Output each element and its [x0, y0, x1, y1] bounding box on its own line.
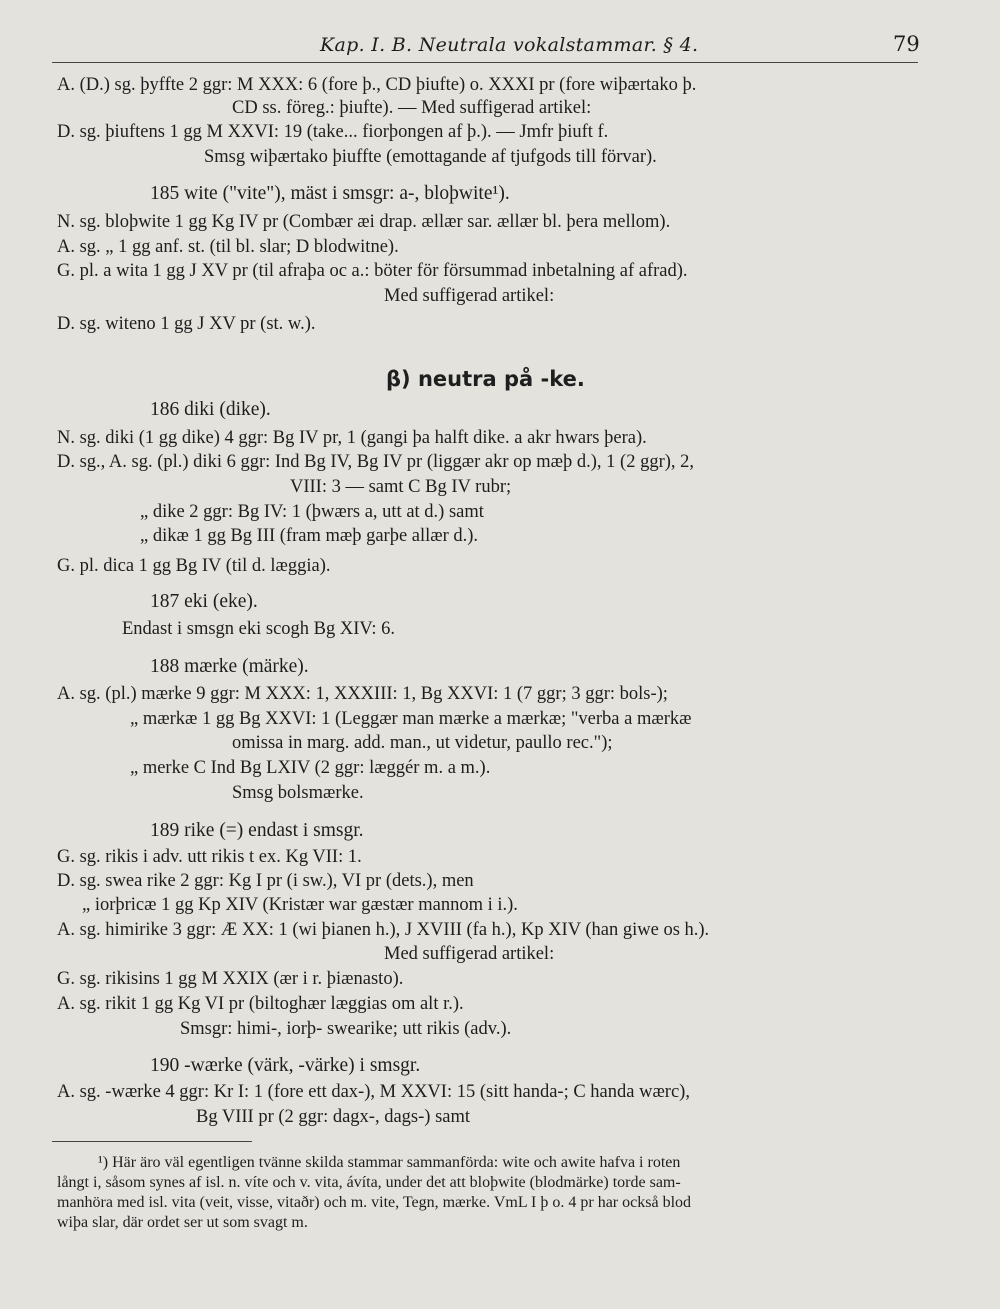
text-line: D. sg., A. sg. (pl.) diki 6 ggr: Ind Bg IV, Bg IV pr (liggær akr op mæþ d.), 1 (2 ggr), 2,	[57, 452, 695, 472]
text-line: omissa in marg. add. man., ut videtur, paullo rec.");	[232, 733, 613, 753]
text-line: G. pl. dica 1 gg Bg IV (til d. læggia).	[57, 556, 331, 576]
footnote-line: manhöra med isl. vita (veit, visse, vitaðr) och m. vite, Tegn, mærke. VmL I þ o. 4 pr har också blod	[57, 1194, 692, 1211]
text-line: A. sg. rikit 1 gg Kg VI pr (biltoghær læggias om alt r.).	[57, 994, 464, 1014]
text-line: A. sg. himirike 3 ggr: Æ XX: 1 (wi þianen h.), J XVIII (fa h.), Kp XIV (han giwe os h.).	[57, 920, 710, 940]
text-line: „ dike 2 ggr: Bg IV: 1 (þwærs a, utt at d.) samt	[140, 502, 484, 522]
text-line: A. sg. „ 1 gg anf. st. (til bl. slar; D blodwitne).	[57, 237, 399, 257]
text-line: Endast i smsgn eki scogh Bg XIV: 6.	[122, 619, 396, 639]
text-line: A. sg. -wærke 4 ggr: Kr I: 1 (fore ett dax-), M XXVI: 15 (sitt handa-; C handa wærc),	[57, 1082, 690, 1102]
text-line: Smsg bolsmærke.	[232, 783, 364, 803]
text-line: D. sg. þiuftens 1 gg M XXVI: 19 (take... fiorþongen af þ.). — Jmfr þiuft f.	[57, 122, 609, 142]
text-line: CD ss. föreg.: þiufte). — Med suffigerad artikel:	[232, 98, 592, 118]
text-line: Bg VIII pr (2 ggr: dagx-, dags-) samt	[196, 1107, 471, 1127]
text-line: Med suffigerad artikel:	[384, 286, 555, 306]
section-heading: β) neutra på -ke.	[386, 367, 585, 391]
text-line: VIII: 3 — samt C Bg IV rubr;	[290, 477, 512, 497]
text-line: 190 -wærke (värk, -värke) i smsgr.	[150, 1055, 421, 1076]
footnote-line: wiþa slar, där ordet ser ut som svagt m.	[57, 1214, 308, 1231]
running-header	[0, 28, 1000, 68]
text-line: 185 wite ("vite"), mäst i smsgr: a-, bloþwite¹).	[150, 183, 510, 204]
page-number: 79	[893, 32, 920, 56]
text-line: 188 mærke (märke).	[150, 656, 309, 677]
text-line: „ merke C Ind Bg LXIV (2 ggr: læggér m. a m.).	[130, 758, 491, 778]
text-line: 187 eki (eke).	[150, 591, 258, 612]
text-line: Smsg wiþærtako þiuffte (emottagande af tjufgods till förvar).	[204, 147, 657, 167]
running-title: Kap. I. B. Neutrala vokalstammar. § 4.	[320, 34, 699, 56]
text-line: „ iorþricæ 1 gg Kp XIV (Kristær war gæstær mannom i i.).	[82, 895, 518, 915]
text-line: G. sg. rikis i adv. utt rikis t ex. Kg VII: 1.	[57, 847, 362, 867]
text-line: „ dikæ 1 gg Bg III (fram mæþ garþe allær d.).	[140, 526, 479, 546]
text-line: N. sg. bloþwite 1 gg Kg IV pr (Combær æi drap. ællær sar. ællær bl. þera mellom).	[57, 212, 671, 232]
footnote-line: ¹) Här äro väl egentligen tvänne skilda stammar sammanförda: wite och awite hafva i roten	[98, 1154, 681, 1171]
text-line: Med suffigerad artikel:	[384, 944, 555, 964]
text-line: 189 rike (=) endast i smsgr.	[150, 820, 364, 841]
text-line: Smsgr: himi-, iorþ- swearike; utt rikis (adv.).	[180, 1019, 512, 1039]
text-line: A. sg. (pl.) mærke 9 ggr: M XXX: 1, XXXIII: 1, Bg XXVI: 1 (7 ggr; 3 ggr: bols-);	[57, 684, 668, 704]
text-line: N. sg. diki (1 gg dike) 4 ggr: Bg IV pr, 1 (gangi þa halft dike. a akr hwars þera).	[57, 428, 647, 448]
header-rule	[52, 62, 918, 63]
text-line: D. sg. swea rike 2 ggr: Kg I pr (i sw.), VI pr (dets.), men	[57, 871, 474, 891]
footnote-line: långt i, såsom synes af isl. n. víte och v. vita, ávíta, under det att bloþwite (blodmärke) torde sam-	[57, 1174, 681, 1191]
text-line: G. pl. a wita 1 gg J XV pr (til afraþa oc a.: böter för försummad inbetalning af afrad).	[57, 261, 688, 281]
footnote-rule	[52, 1141, 252, 1142]
text-line: 186 diki (dike).	[150, 399, 271, 420]
text-line: „ mærkæ 1 gg Bg XXVI: 1 (Leggær man mærke a mærkæ; "verba a mærkæ	[130, 709, 692, 729]
text-line: G. sg. rikisins 1 gg M XXIX (ær i r. þiænasto).	[57, 969, 404, 989]
text-line: D. sg. witeno 1 gg J XV pr (st. w.).	[57, 314, 316, 334]
text-line: A. (D.) sg. þyffte 2 ggr: M XXX: 6 (fore þ., CD þiufte) o. XXXI pr (fore wiþærtako þ.	[57, 75, 697, 95]
